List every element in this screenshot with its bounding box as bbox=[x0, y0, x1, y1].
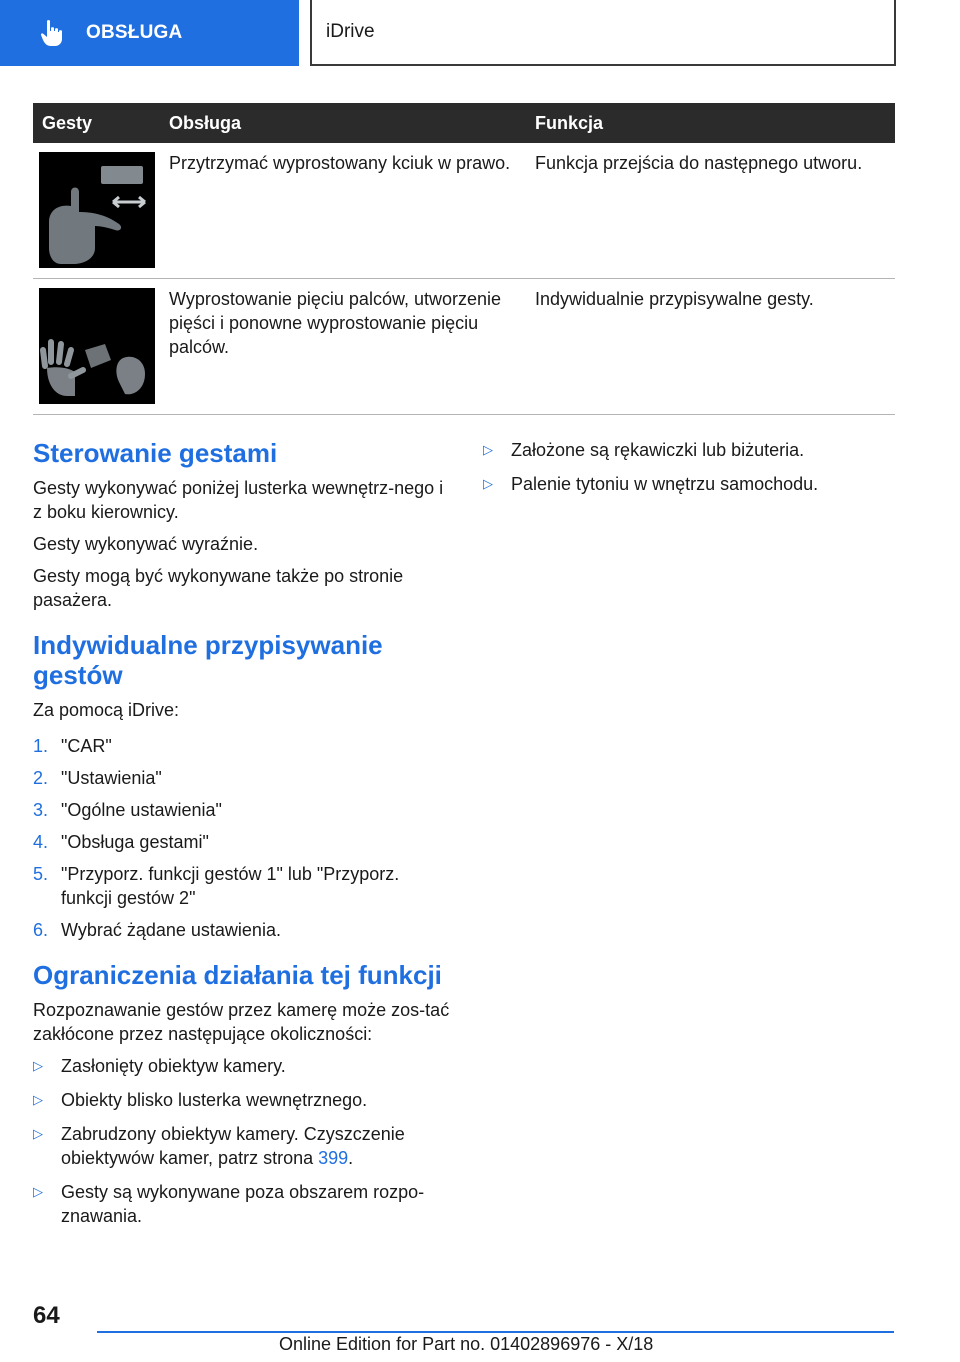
list-item: 5. "Przyporz. funkcji gestów 1" lub "Przyporz. funkcji gestów 2" bbox=[33, 864, 400, 908]
intro-text: Rozpoznawanie gestów przez kamerę może zos-tać zakłócone przez następujące okoliczności: bbox=[33, 1000, 450, 1044]
page-number: 64 bbox=[33, 1302, 60, 1329]
list-item: 2. "Ustawienia" bbox=[33, 768, 162, 788]
paragraph: Gesty mogą być wykonywane także po stronie pasażera. bbox=[33, 566, 404, 610]
list-item: ▷ Obiekty blisko lusterka wewnętrznego. bbox=[33, 1090, 368, 1110]
intro-text: Za pomocą iDrive: bbox=[33, 700, 180, 720]
limitations-heading: Ograniczenia działania tej funkcji bbox=[33, 960, 442, 990]
hand-pointer-icon bbox=[40, 19, 66, 47]
table-header bbox=[33, 103, 895, 143]
list-item: 3. "Ogólne ustawienia" bbox=[33, 800, 222, 820]
individual-assignment-heading: Indywidualne przypisywanie gestów bbox=[33, 630, 383, 690]
list-item: ▷ Gesty są wykonywane poza obszarem rozpo-znawania. bbox=[33, 1182, 425, 1226]
thumb-swipe-right-gesture-image bbox=[39, 152, 155, 268]
individual-assignment-section bbox=[33, 630, 453, 942]
limitations-section bbox=[33, 960, 453, 1228]
column-header-operation: Obsługa bbox=[169, 112, 242, 133]
right-column bbox=[483, 438, 903, 506]
limitations-list bbox=[33, 1054, 453, 1228]
page-reference-link[interactable]: 399 bbox=[318, 1148, 349, 1168]
list-item: ▷ Zasłonięty obiektyw kamery. bbox=[33, 1056, 286, 1076]
table-row bbox=[33, 279, 895, 415]
triangle-bullet-icon: ▷ bbox=[483, 476, 493, 491]
operation-text: Wyprostowanie pięciu palców, utworzenie pięści i ponowne wyprostowanie pięciu palców. bbox=[169, 289, 502, 357]
table-row bbox=[33, 143, 895, 279]
list-item: ▷ Założone są rękawiczki lub biżuteria. bbox=[483, 440, 805, 460]
list-item: 1. "CAR" bbox=[33, 736, 112, 756]
gesture-control-heading: Sterowanie gestami bbox=[33, 438, 278, 468]
section-label: OBSŁUGA bbox=[86, 22, 183, 43]
limitations-list-continued bbox=[483, 438, 903, 496]
operation-text: Przytrzymać wyprostowany kciuk w prawo. bbox=[169, 153, 511, 173]
list-item: ▷ Palenie tytoniu w wnętrzu samochodu. bbox=[483, 474, 819, 494]
chapter-title: iDrive bbox=[326, 21, 375, 42]
paragraph: Gesty wykonywać poniżej lusterka wewnętrz-nego i z boku kierownicy. bbox=[33, 478, 444, 522]
triangle-bullet-icon: ▷ bbox=[33, 1126, 43, 1141]
footer-divider bbox=[97, 1331, 894, 1333]
column-header-function: Funkcja bbox=[535, 112, 604, 133]
list-item: ▷ Zabrudzony obiektyw kamery. Czyszczenie obiektywów kamer, patrz strona 399. bbox=[33, 1124, 405, 1168]
edition-text: Online Edition for Part no. 01402896976 - X/18 bbox=[279, 1334, 654, 1354]
list-item: 6. Wybrać żądane ustawienia. bbox=[33, 920, 281, 940]
steps-list bbox=[33, 734, 453, 942]
open-fist-open-gesture-image bbox=[39, 288, 155, 404]
column-header-gestures: Gesty bbox=[42, 112, 93, 133]
gesture-table bbox=[33, 103, 895, 415]
function-text: Funkcja przejścia do następnego utworu. bbox=[535, 153, 863, 173]
paragraph: Gesty wykonywać wyraźnie. bbox=[33, 534, 259, 554]
triangle-bullet-icon: ▷ bbox=[483, 442, 493, 457]
triangle-bullet-icon: ▷ bbox=[33, 1184, 43, 1199]
left-column bbox=[33, 438, 453, 1238]
triangle-bullet-icon: ▷ bbox=[33, 1092, 43, 1107]
function-text: Indywidualnie przypisywalne gesty. bbox=[535, 289, 814, 309]
list-item: 4. "Obsługa gestami" bbox=[33, 832, 209, 852]
triangle-bullet-icon: ▷ bbox=[33, 1058, 43, 1073]
section-tab bbox=[0, 0, 299, 66]
chapter-header bbox=[310, 0, 896, 66]
